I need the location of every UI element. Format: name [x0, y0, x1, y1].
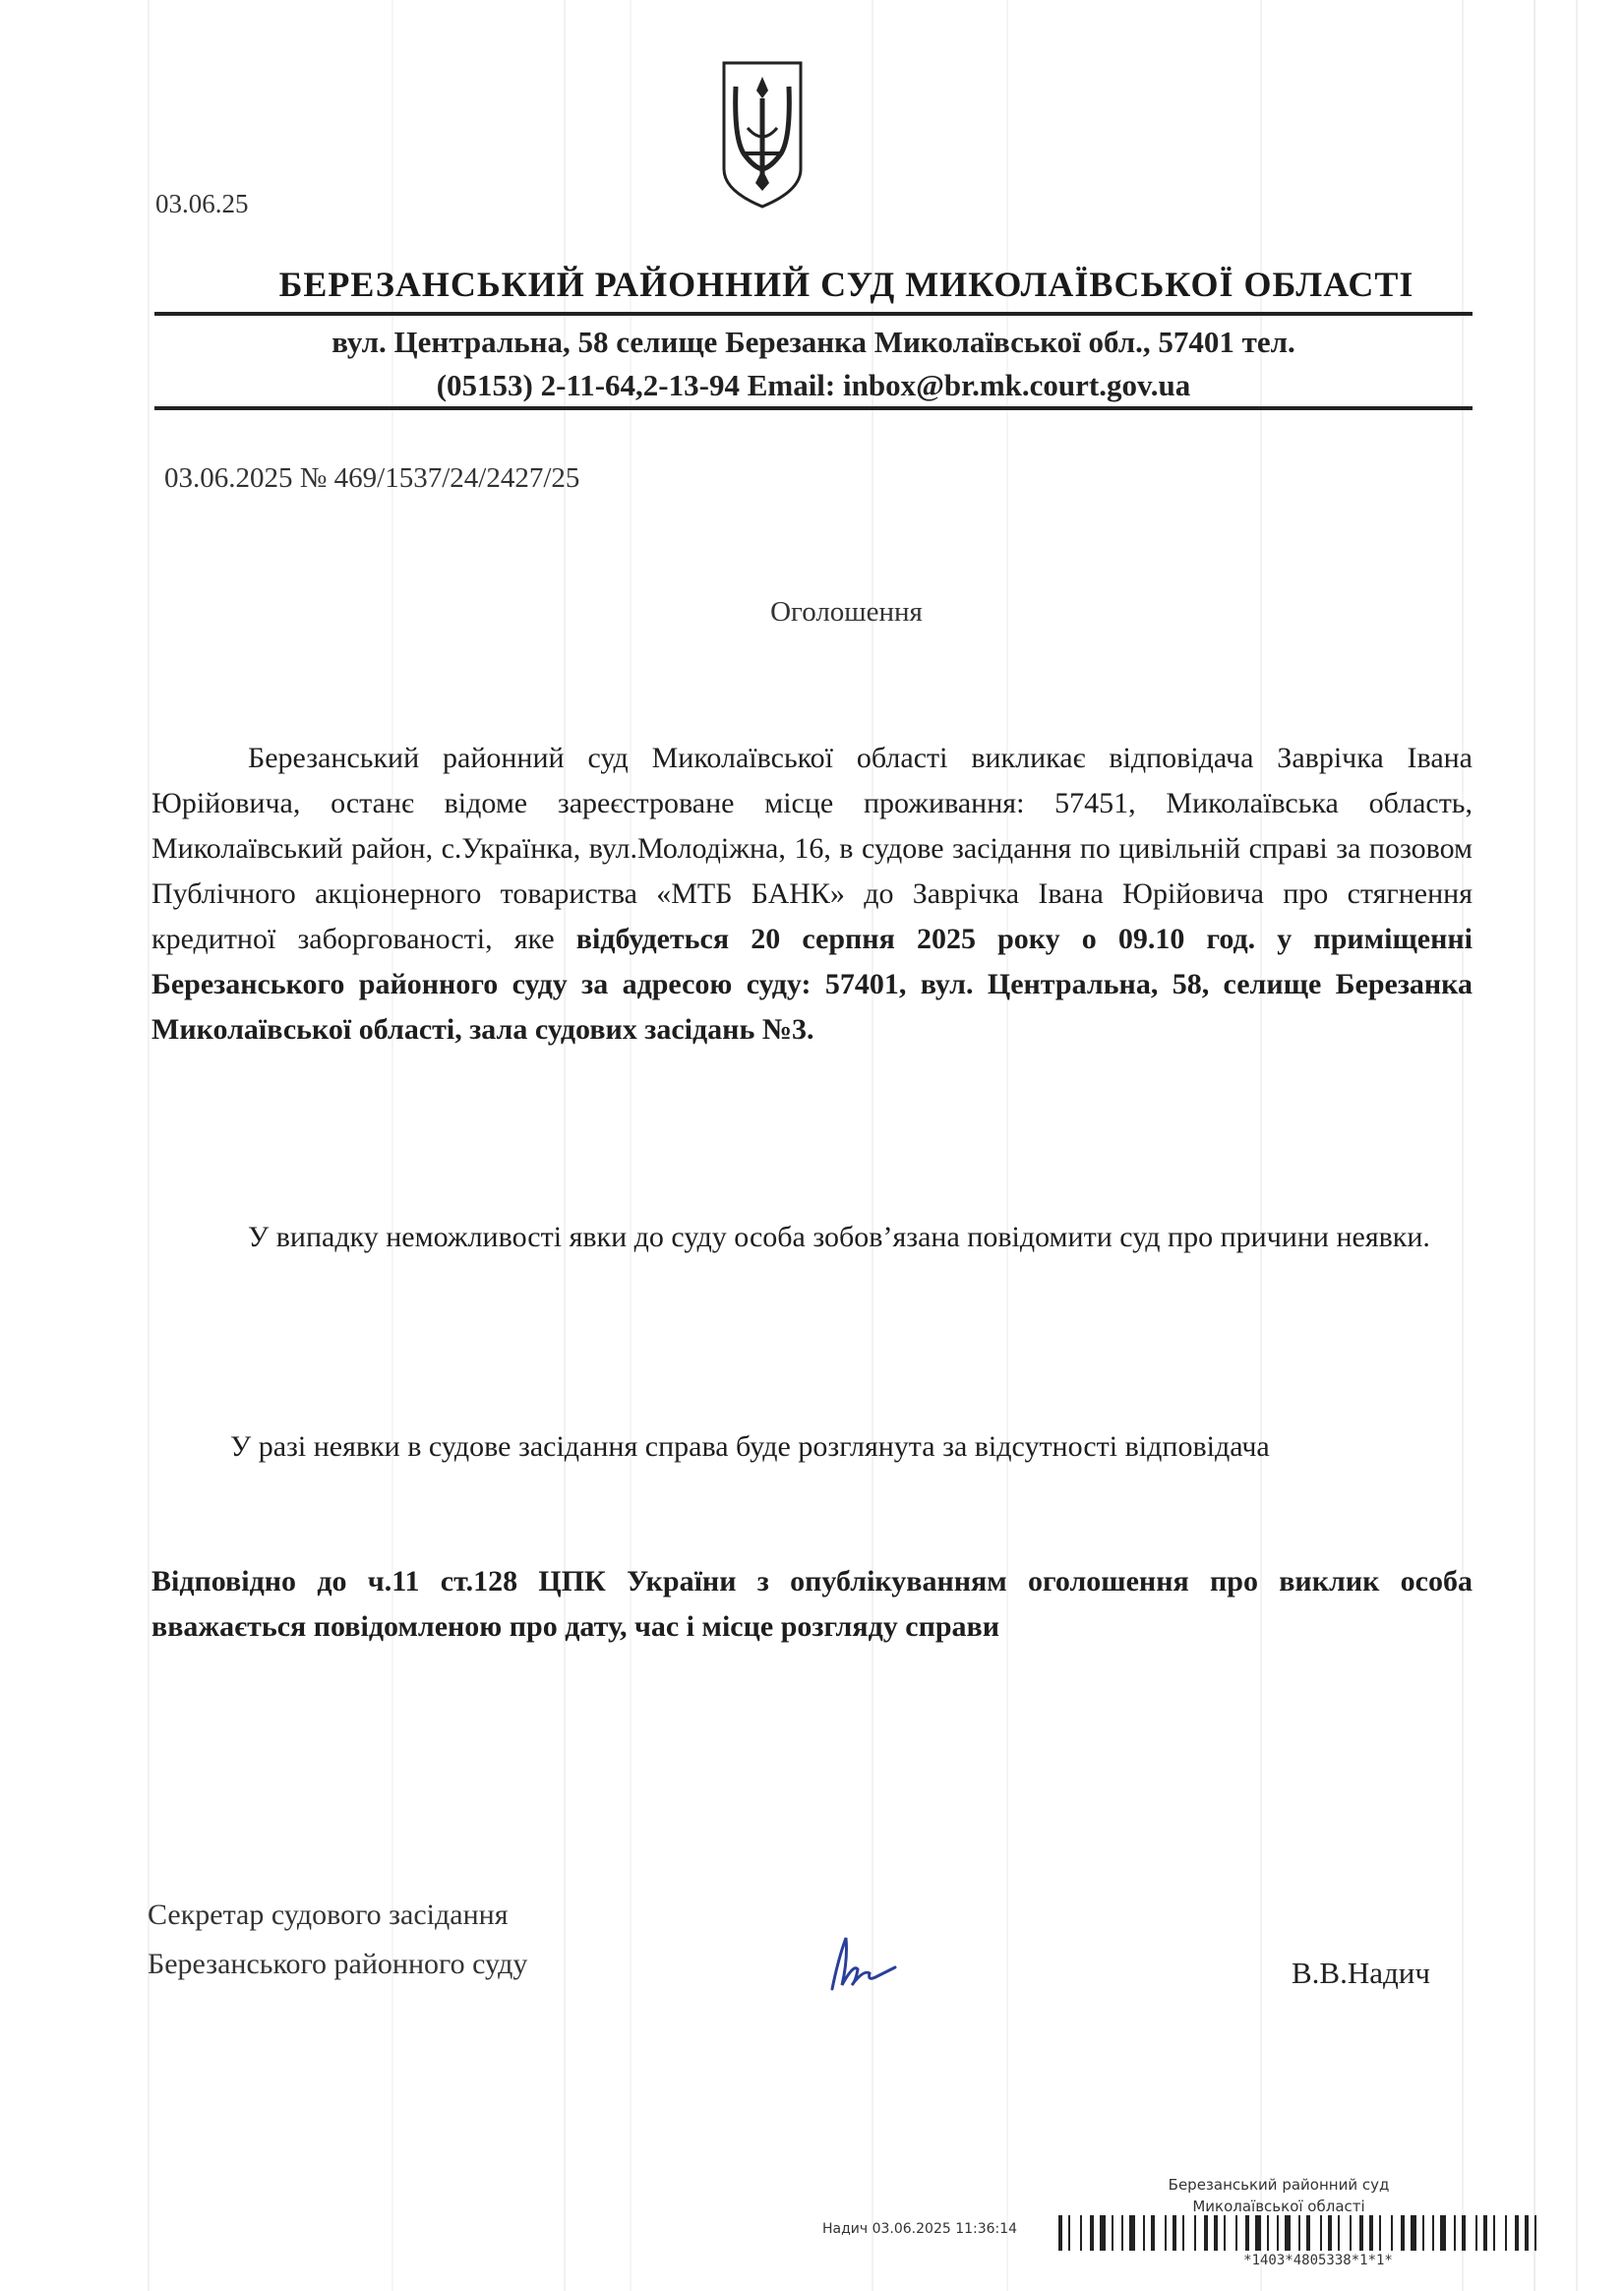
barcode-bar	[1121, 2215, 1123, 2251]
court-name-heading: БЕРЕЗАНСЬКИЙ РАЙОННИЙ СУД МИКОЛАЇВСЬКОЇ ОБЛАСТІ	[278, 265, 1414, 304]
barcode-bar	[1298, 2215, 1300, 2251]
absence-notice-paragraph: У випадку неможливості явки до суду особа зобов’язана повідомити суд про причини неявки.	[248, 1221, 1430, 1253]
barcode-bar	[1080, 2215, 1082, 2251]
barcode-bar	[1359, 2215, 1363, 2251]
barcode-bar	[1068, 2215, 1070, 2251]
barcode-bar	[1090, 2215, 1094, 2251]
barcode-bar	[1112, 2215, 1113, 2251]
hearing-details: відбудеться 20 серпня 2025 року о 09.10 год. у приміщенні Березанського районного суду за адресою суду: 57401, вул. Центральна, 58, селище Березанка Миколаївської області, зала судових засідань №3.	[151, 923, 1473, 1046]
barcode-bar	[1401, 2215, 1405, 2251]
barcode-number: *1403*4805338*1*1*	[1243, 2253, 1393, 2268]
barcode-bar	[1151, 2215, 1155, 2251]
barcode-bar	[1462, 2215, 1466, 2251]
summons-text: Березанський районний суд Миколаївської області викликає відповідача Заврічка Івана Юрійовича, останє відоме зареєстроване місце проживання: 57451, Миколаївська область, Миколаївський район, с.Українка, вул.Молодіжна, 16, в судове засідання по цивільній справі за позовом Публічного акціонерного товариства «МТБ БАНК» до Заврічка Івана Юрійовича про стягнення кредитної заборгованості, яке	[151, 742, 1473, 955]
barcode-bar	[1493, 2215, 1495, 2251]
handwritten-signature	[824, 1930, 903, 1999]
signer-position-line1: Секретар судового засідання	[148, 1899, 509, 1931]
barcode-bar	[1143, 2215, 1145, 2251]
barcode-bar	[1391, 2215, 1393, 2251]
barcode-bar	[1534, 2215, 1536, 2251]
court-address-line1: вул. Центральна, 58 селище Березанка Миколаївської обл., 57401 тел.	[331, 325, 1295, 359]
barcode-bar	[1379, 2215, 1381, 2251]
barcode-bar	[1277, 2215, 1279, 2251]
barcode-bar	[1100, 2215, 1106, 2251]
barcode-bar	[1204, 2215, 1208, 2251]
barcode-bar	[1285, 2215, 1291, 2251]
barcode-bar	[1422, 2215, 1424, 2251]
coat-of-arms-icon	[718, 59, 807, 209]
stamp-court-line2: Миколаївської області	[1192, 2198, 1365, 2215]
barcode-bar	[1255, 2215, 1261, 2251]
barcode-bar	[1306, 2215, 1310, 2251]
default-hearing-paragraph: У разі неявки в судове засідання справа буде розглянута за відсутності відповідача	[230, 1430, 1270, 1463]
barcode-bar	[1182, 2215, 1184, 2251]
barcode-bar	[1475, 2215, 1477, 2251]
barcode-bar	[1432, 2215, 1434, 2251]
barcode-bar	[1214, 2215, 1218, 2251]
barcode-bar	[1411, 2215, 1416, 2251]
barcode-bar	[1224, 2215, 1226, 2251]
handwritten-date: 03.06.25	[155, 189, 249, 218]
barcode-bar	[1440, 2215, 1446, 2251]
legal-basis-paragraph: Відповідно до ч.11 ст.128 ЦПК України з опублікуванням оголошення про виклик особа вважається повідомленою про дату, час і місце розгляду справи	[151, 1565, 1473, 1643]
barcode-bar	[1320, 2215, 1322, 2251]
barcode-bar	[1194, 2215, 1196, 2251]
header-divider-bottom	[154, 406, 1473, 410]
barcode-bar	[1129, 2215, 1135, 2251]
barcode-bar	[1515, 2215, 1519, 2251]
barcode-bar	[1245, 2215, 1249, 2251]
barcode-icon	[1058, 2215, 1544, 2251]
barcode-bar	[1267, 2215, 1269, 2251]
summons-paragraph	[151, 736, 1473, 1053]
barcode-bar	[1338, 2215, 1340, 2251]
barcode-bar	[1165, 2215, 1167, 2251]
header-divider-top	[154, 312, 1473, 316]
barcode-bar	[1058, 2215, 1062, 2251]
barcode-bar	[1173, 2215, 1176, 2251]
signer-position-line2: Березанського районного суду	[148, 1948, 528, 1980]
barcode-bar	[1235, 2215, 1237, 2251]
stamp-user-datetime: Надич 03.06.2025 11:36:14	[822, 2221, 1018, 2237]
barcode-bar	[1454, 2215, 1456, 2251]
barcode-bar	[1328, 2215, 1332, 2251]
barcode-bar	[1525, 2215, 1529, 2251]
signer-name: В.В.Надич	[1292, 1956, 1430, 1990]
notice-title: Оголошення	[770, 596, 923, 628]
barcode-bar	[1505, 2215, 1507, 2251]
stamp-court-line1: Березанський районний суд	[1168, 2176, 1390, 2194]
barcode-bar	[1369, 2215, 1373, 2251]
outgoing-reference: 03.06.2025 № 469/1537/24/2427/25	[164, 462, 580, 494]
barcode-bar	[1483, 2215, 1487, 2251]
court-address-line2: (05153) 2-11-64,2-13-94 Email: inbox@br.mk.court.gov.ua	[436, 368, 1191, 402]
barcode-bar	[1350, 2215, 1352, 2251]
